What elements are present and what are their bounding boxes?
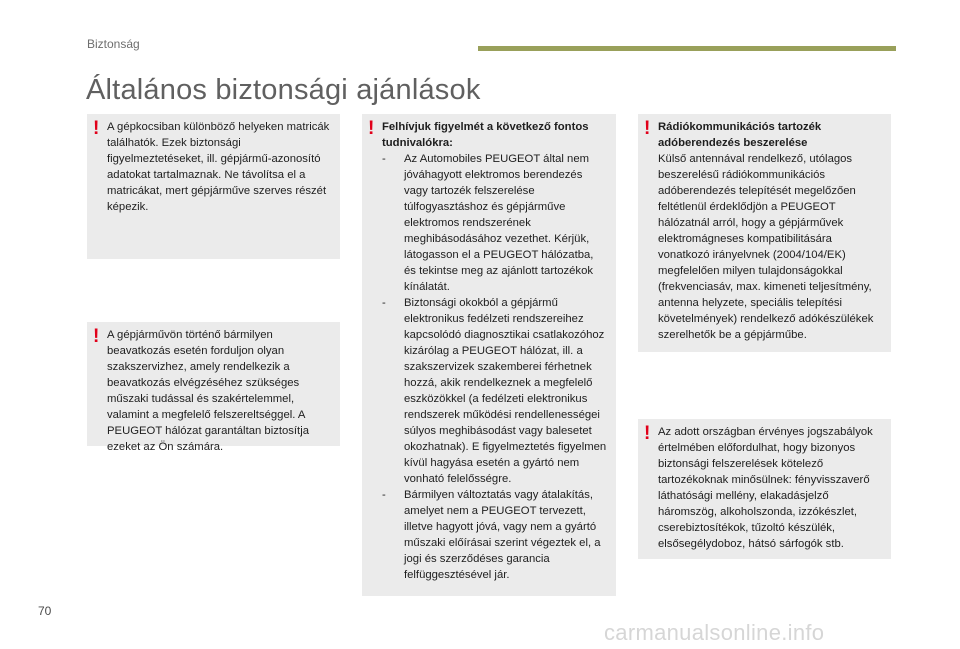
list-dash: - — [382, 297, 386, 309]
warning-icon: ! — [93, 118, 100, 139]
warning-icon: ! — [368, 118, 375, 139]
list-item-text: Bármilyen változtatás vagy átalakítás, amelyet nem a PEUGEOT tervezett, illetve hagyott jóvá, vagy nem a gyártó műszaki előírásai szerint végeztek el, a jogi és szerződéses garancia felfüggesztésével jár. — [404, 489, 601, 581]
section-label: Biztonság — [87, 37, 140, 51]
list-item — [382, 487, 608, 583]
watermark: carmanualsonline.info — [604, 620, 825, 645]
warning-box-notes — [362, 114, 616, 596]
list-item — [382, 151, 608, 295]
list-item-text: Az Automobiles PEUGEOT által nem jóváhagyott elektromos berendezés vagy tartozék felszerelése túlfogyasztáshoz és gépjárműve elektromos rendszerének meghibásodásához vezethet. Kérjük, látogasson el a PEUGEOT hálózatba, és tekintse meg az ajánlott tartozékok kínálatát. — [404, 153, 594, 293]
warning-icon: ! — [644, 423, 651, 444]
notes-list — [382, 151, 608, 583]
radio-heading: Rádiókommunikációs tartozék adóberendezés beszerelése — [658, 121, 822, 149]
radio-text: Külső antennával rendelkező, utólagos beszerelésű rádiókommunikációs adóberendezés telepítését megelőzően feltétlenül érdeklődjön a PEUGEOT hálózatnál arról, hogy a gépjárművek elektromágneses kompatibilitására vonatkozó irányelvnek (2004/104/EK) megfelelően milyen tulajdonságokkal (frekvenciasáv, max. kimeneti teljesítmény, antenna helyzete, speciális telepítési követelmények) rendelkező adókészülékek szerelhetők be a gépjárműbe. — [658, 153, 874, 341]
warning-text: A gépjárművön történő bármilyen beavatkozás esetén forduljon olyan szakszervizhez, amely rendelkezik a beavatkozás elvégzéséhez szükséges műszaki tudással és szakértelemmel, valamint a megfelelő felszereltséggel. A PEUGEOT hálózat garantáltan biztosítja ezeket az Ön számára. — [107, 329, 309, 453]
warning-icon: ! — [93, 326, 100, 347]
warning-text: Az adott országban érvényes jogszabályok értelmében előfordulhat, hogy bizonyos biztonsági felszerelések kötelező tartozékoknak minősülnek: fényvisszaverő láthatósági mellény, elakadásjelző háromszög, alkoholszonda, izzókészlet, cserebiztosítékok, tűzoltó készülék, elsősegélydoboz, hátsó sárfogók stb. — [658, 426, 873, 550]
list-dash: - — [382, 489, 386, 501]
header-accent-bar — [478, 46, 896, 51]
warning-box-stickers — [87, 114, 340, 259]
list-item-text: Biztonsági okokból a gépjármű elektronikus fedélzeti rendszereihez kapcsolódó diagnosztikai csatlakozóhoz kizárólag a PEUGEOT hálózat, ill. a szakszervizek szakemberei férhetnek hozzá, akik rendelkeznek a megfelelő eszközökkel (a fedélzeti elektronikus rendszerek működési rendellenességei súlyos meghibásodást vagy balesetet okozhatnak). E figyelmeztetés figyelmen kívül hagyása esetén a gyártó nem vonható felelősségre. — [404, 297, 607, 485]
warning-box-service — [87, 322, 340, 453]
warning-box-radio — [638, 114, 891, 352]
page-title: Általános biztonsági ajánlások — [86, 74, 481, 106]
warning-text: A gépkocsiban különböző helyeken matricák találhatók. Ezek biztonsági figyelmeztetéseket, ill. gépjármű-azonosító adatokat tartalmaznak. Ne távolítsa el a matricákat, mert gépjárműve szerves részét képezik. — [107, 121, 330, 213]
list-dash: - — [382, 153, 386, 165]
list-item — [382, 295, 608, 487]
notes-heading: Felhívjuk figyelmét a következő fontos tudnivalókra: — [382, 121, 589, 149]
warning-box-equipment — [638, 419, 891, 559]
page-number: 70 — [38, 604, 52, 618]
warning-icon: ! — [644, 118, 651, 139]
